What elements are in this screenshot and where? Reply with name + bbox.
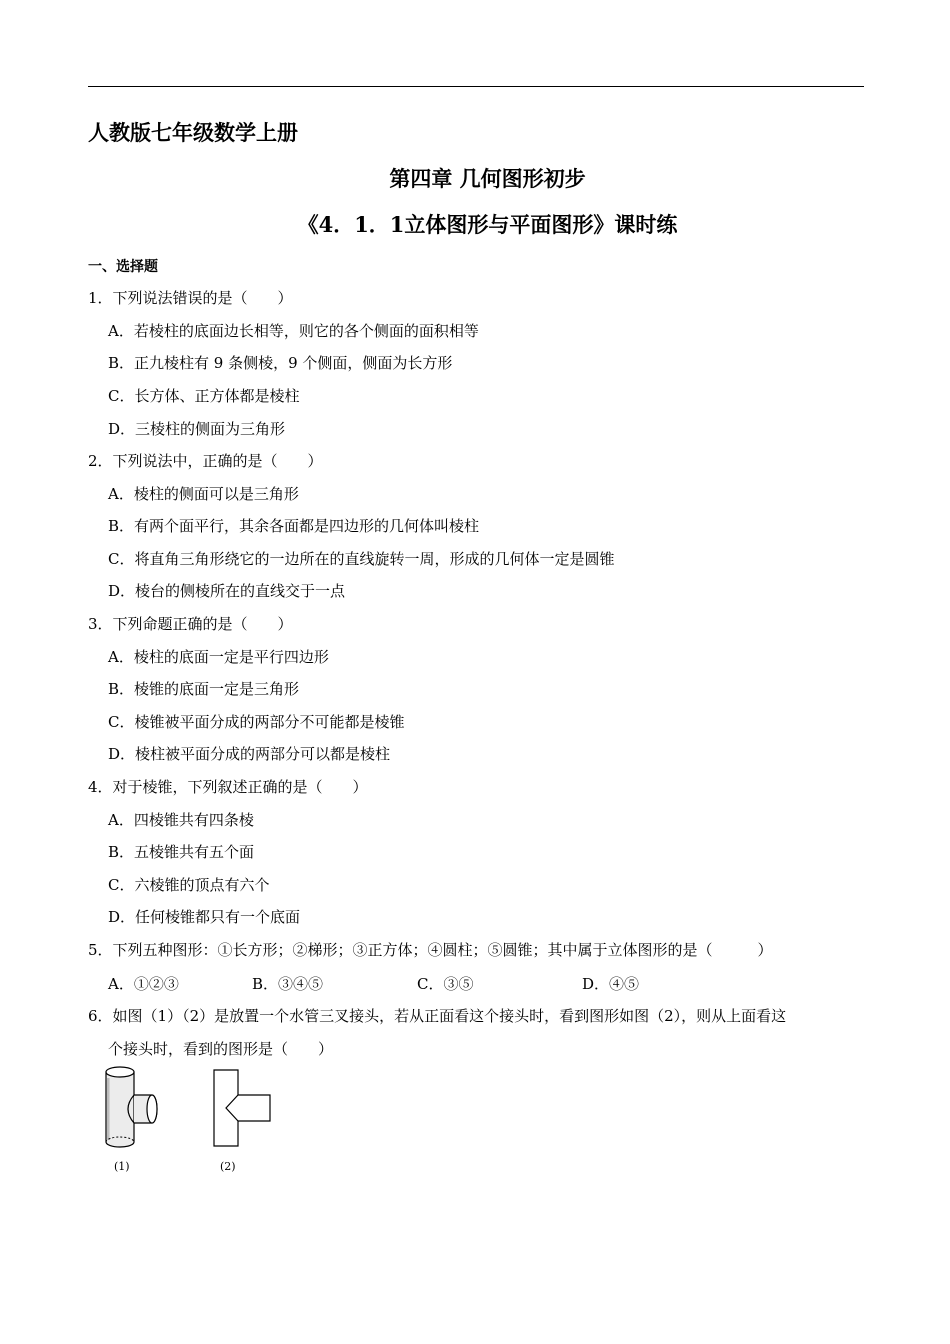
pipe-tee-front-view-figure: [210, 1068, 275, 1150]
question-1-option-a: A．若棱柱的底面边长相等，则它的各个侧面的面积相等: [108, 322, 479, 340]
figure-2-caption: (2): [220, 1160, 236, 1173]
figure-1-caption: (1): [114, 1160, 130, 1173]
question-1-stem: 1．下列说法错误的是（ ）: [88, 289, 293, 307]
question-2-option-a: A．棱柱的侧面可以是三角形: [108, 485, 299, 503]
question-4-option-d: D．任何棱锥都只有一个底面: [108, 908, 301, 926]
question-1-option-d: D．三棱柱的侧面为三角形: [108, 420, 286, 438]
question-2-stem: 2．下列说法中，正确的是（ ）: [88, 452, 323, 470]
question-2-option-c: C．将直角三角形绕它的一边所在的直线旋转一周，形成的几何体一定是圆锥: [108, 550, 615, 568]
question-5-option-d: D．④⑤: [582, 975, 640, 993]
question-3-option-c: C．棱锥被平面分成的两部分不可能都是棱锥: [108, 713, 405, 731]
question-4-option-b: B．五棱锥共有五个面: [108, 843, 255, 861]
question-4-option-a: A．四棱锥共有四条棱: [108, 811, 254, 829]
series-title: 人教版七年级数学上册: [88, 120, 298, 145]
question-3-stem: 3．下列命题正确的是（ ）: [88, 615, 293, 633]
question-2-option-b: B．有两个面平行，其余各面都是四边形的几何体叫棱柱: [108, 517, 480, 535]
question-5-option-c: C．③⑤: [417, 975, 474, 993]
question-1-option-c: C．长方体、正方体都是棱柱: [108, 387, 300, 405]
question-5-option-b: B．③④⑤: [252, 975, 324, 993]
question-4-option-c: C．六棱锥的顶点有六个: [108, 876, 270, 894]
question-1-option-b: B．正九棱柱有 9 条侧棱，9 个侧面，侧面为长方形: [108, 354, 453, 372]
question-4-stem: 4．对于棱锥，下列叙述正确的是（ ）: [88, 778, 368, 796]
chapter-title: 第四章 几何图形初步: [389, 166, 586, 191]
section-title: 一、选择题: [88, 259, 158, 275]
question-6-stem-line-1: 6．如图（1）（2）是放置一个水管三叉接头，若从正面看这个接头时，看到图形如图（2），则从上面看这: [88, 1007, 787, 1025]
question-6-stem-line-2: 个接头时，看到的图形是（ ）: [108, 1040, 334, 1058]
pipe-tee-3d-figure: [100, 1064, 165, 1154]
question-5-options: [108, 973, 848, 993]
question-2-option-d: D．棱台的侧棱所在的直线交于一点: [108, 582, 346, 600]
question-5-option-a: A．①②③: [108, 975, 179, 993]
question-3-option-a: A．棱柱的底面一定是平行四边形: [108, 648, 329, 666]
header-rule: [88, 86, 864, 87]
question-3-option-d: D．棱柱被平面分成的两部分可以都是棱柱: [108, 745, 391, 763]
lesson-title: 《4．1．1立体图形与平面图形》课时练: [297, 212, 678, 237]
question-5-stem: 5．下列五种图形：①长方形；②梯形；③正方体；④圆柱；⑤圆锥；其中属于立体图形的是（ ）: [88, 941, 773, 959]
question-3-option-b: B．棱锥的底面一定是三角形: [108, 680, 300, 698]
